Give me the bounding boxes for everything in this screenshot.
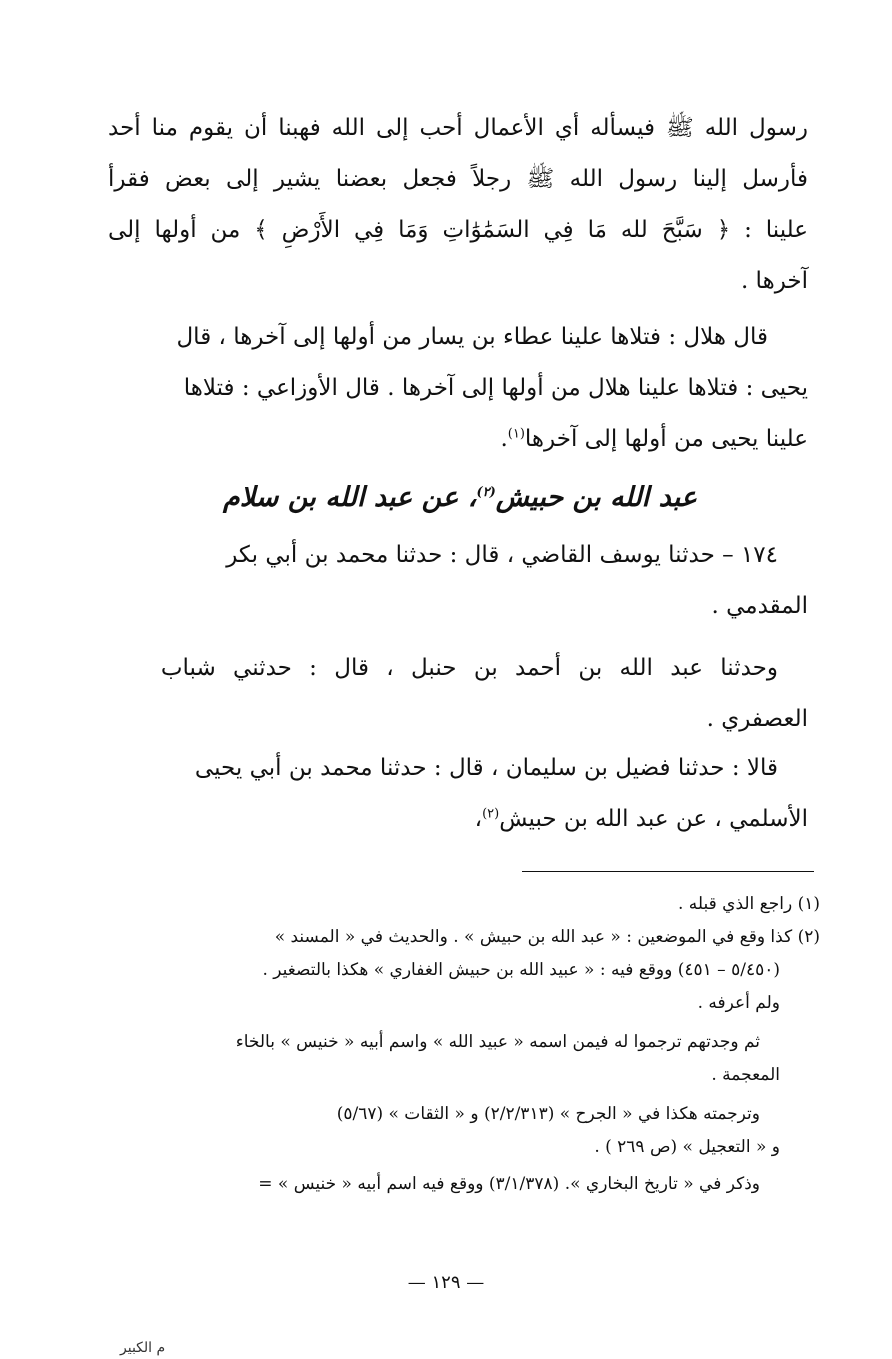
footnote-ref: (٢)	[482, 806, 500, 822]
text-line: يحيى : فتلاها علينا هلال من أولها إلى آخرها . قال الأوزاعي : فتلاها	[183, 375, 808, 401]
footnote-line: (٢) كذا وقع في الموضعين : « عبد الله بن حبيش » . والحديث في « المسند »	[274, 927, 820, 947]
text-line: المقدمي .	[711, 593, 808, 619]
text-line: رسول الله ﷺ فيسأله أي الأعمال أحب إلى الله فهبنا أن يقوم منا أحد	[108, 115, 808, 141]
footnote-line: (٥/٤٥٠ – ٤٥١) ووقع فيه : « عبيد الله بن حبيش الغفاري » هكذا بالتصغير .	[262, 960, 780, 980]
text-line: قال هلال : فتلاها علينا عطاء بن يسار من أولها إلى آخرها ، قال	[176, 324, 768, 350]
heading-text: ، عن عبد الله بن سلام	[222, 482, 477, 513]
text-line	[108, 794, 808, 845]
paragraph-1	[108, 103, 808, 307]
footnote-line: وترجمته هكذا في « الجرح » (٢/٢/٣١٣) و « الثقات » (٥/٦٧)	[336, 1104, 760, 1124]
text-segment: .	[500, 426, 508, 452]
footnote-line: وذكر في « تاريخ البخاري ». (٣/١/٣٧٨) ووقع فيه اسم أبيه « خنيس » =	[258, 1174, 760, 1194]
section-heading	[150, 470, 770, 526]
text-line: وحدثنا عبد الله بن أحمد بن حنبل ، قال : حدثني شباب	[160, 655, 778, 681]
footnote-line: ثم وجدتهم ترجموا له فيمن اسمه « عبيد الله » واسم أبيه « خنيس » بالخاء	[235, 1032, 760, 1052]
footnote-ref: (١)	[507, 426, 525, 442]
footnote-line: ولم أعرفه .	[697, 993, 780, 1013]
paragraph-5	[108, 743, 808, 845]
corner-text: م الكبير	[120, 1340, 166, 1356]
footnote-divider	[522, 871, 814, 872]
heading-text: عبد الله بن حبيش	[495, 482, 697, 513]
paragraph-4	[108, 643, 808, 745]
footnote-line: (١) راجع الذي قبله .	[677, 894, 820, 914]
footnotes	[130, 888, 820, 1201]
paragraph-2	[108, 312, 808, 465]
text-line	[108, 414, 808, 465]
footnote-line: و « التعجيل » (ص ٢٦٩ ) .	[594, 1137, 780, 1157]
text-line: فأرسل إلينا رسول الله ﷺ رجلاً فجعل بعضنا يشير إلى بعض فقرأ	[108, 166, 808, 192]
text-segment: علينا يحيى من أولها إلى آخرها	[524, 426, 808, 452]
text-line: العصفري .	[706, 706, 808, 732]
text-line: ١٧٤ – حدثنا يوسف القاضي ، قال : حدثنا محمد بن أبي بكر	[226, 542, 778, 568]
text-line: آخرها .	[740, 268, 808, 294]
text-segment: ،	[474, 806, 483, 832]
paragraph-3	[108, 530, 808, 632]
page-number: — ١٢٩ —	[407, 1272, 485, 1293]
text-segment: الأسلمي ، عن عبد الله بن حبيش	[499, 806, 808, 832]
footnote-ref: (٢)	[476, 485, 496, 500]
footnote-line: المعجمة .	[711, 1065, 780, 1085]
text-line: قالا : حدثنا فضيل بن سليمان ، قال : حدثنا محمد بن أبي يحيى	[194, 755, 778, 781]
text-line: علينا : ﴿ سَبَّحَ لله مَا فِي السَمَٰوَٰاتِ وَمَا فِي الأَرْضِ ﴾ من أولها إلى	[108, 217, 808, 243]
